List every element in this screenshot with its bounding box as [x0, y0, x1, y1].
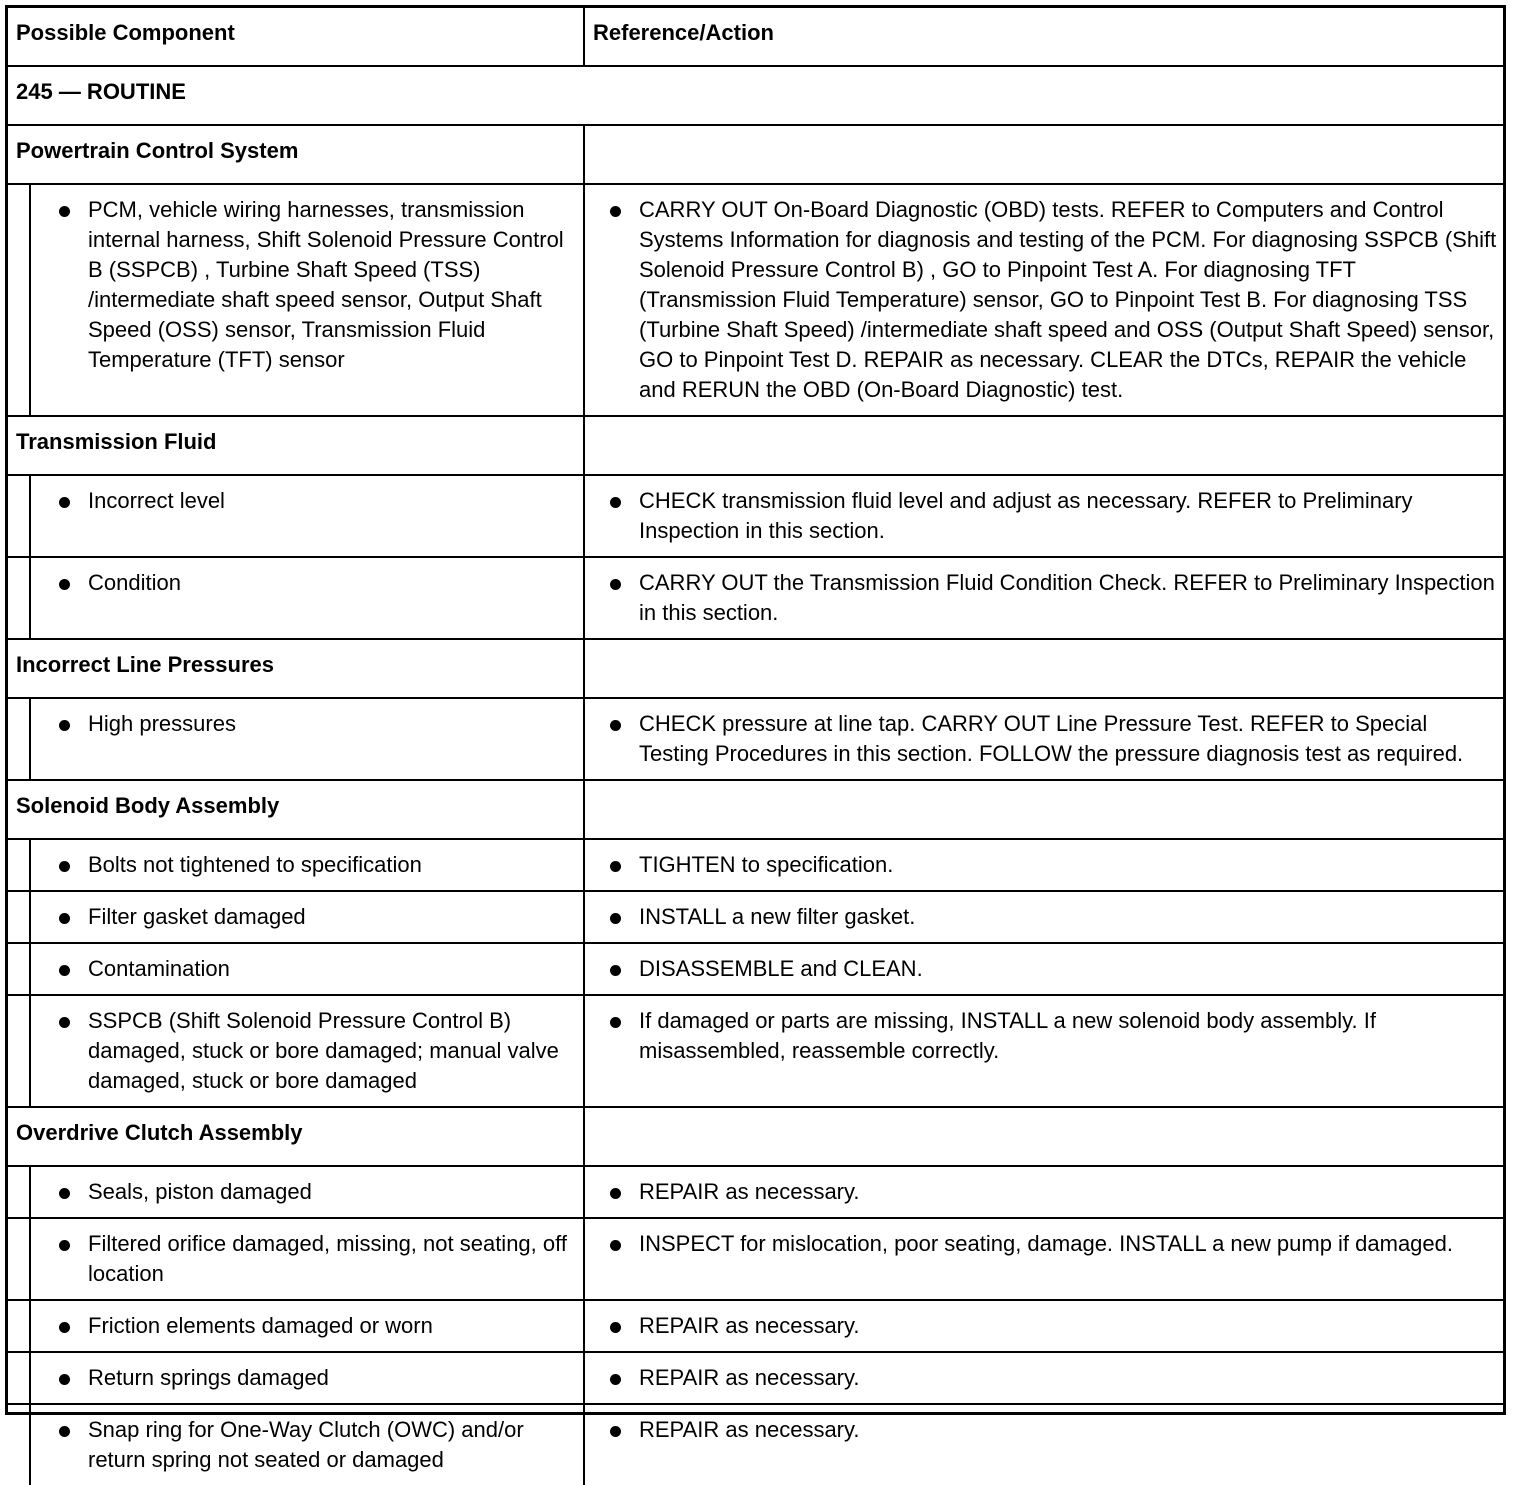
bullet-item	[44, 1363, 579, 1393]
action-cell-text: CARRY OUT On-Board Diagnostic (OBD) tests. REFER to Computers and Control Systems Information for diagnosis and testing of the PCM. For diagnosing SSPCB (Shift Solenoid Pressure Control B) , GO to Pinpoint Test A. For diagnosing TFT (Transmission Fluid Temperature) sensor, GO to Pinpoint Test B. For diagnosing TSS (Turbine Shaft Speed) /intermediate shaft speed and OSS (Output Shaft Speed) sensor, GO to Pinpoint Test D. REPAIR as necessary. CLEAR the DTCs, REPAIR the vehicle and RERUN the OBD (On-Board Diagnostic) test.	[639, 197, 1497, 402]
bullet-item	[44, 850, 579, 880]
action-cell	[584, 698, 1503, 780]
action-cell-text: REPAIR as necessary.	[639, 1179, 860, 1204]
component-cell	[8, 943, 584, 995]
bullet-icon	[59, 579, 70, 590]
component-cell-text: Incorrect level	[88, 488, 225, 513]
action-cell	[584, 1166, 1503, 1218]
action-cell	[584, 839, 1503, 891]
component-cell	[8, 184, 584, 416]
component-cell	[8, 1166, 584, 1218]
diagnosis-table	[5, 5, 1506, 1472]
bullet-icon	[610, 1188, 621, 1199]
component-cell-text: PCM, vehicle wiring harnesses, transmission internal harness, Shift Solenoid Pressure Control B (SSPCB) , Turbine Shaft Speed (TSS) /intermediate shaft speed sensor, Output Shaft Speed (OSS) sensor, Transmission Fluid Temperature (TFT) sensor	[88, 197, 564, 372]
bullet-icon	[59, 965, 70, 976]
section-title: Overdrive Clutch Assembly	[8, 1107, 584, 1166]
component-cell-text: Seals, piston damaged	[88, 1179, 312, 1204]
bullet-item	[595, 486, 1497, 546]
section-action-empty	[584, 639, 1503, 698]
bullet-item	[595, 902, 1497, 932]
header-row	[8, 8, 1503, 66]
action-cell-text: REPAIR as necessary.	[639, 1365, 860, 1390]
table-row	[8, 1352, 1503, 1404]
section-title: Powertrain Control System	[8, 125, 584, 184]
component-cell-text: Filter gasket damaged	[88, 904, 306, 929]
component-cell	[8, 698, 584, 780]
component-cell-text: High pressures	[88, 711, 236, 736]
component-cell	[8, 1300, 584, 1352]
component-cell-text: Snap ring for One-Way Clutch (OWC) and/or return spring not seated or damaged	[88, 1417, 524, 1472]
bullet-item	[595, 1229, 1497, 1259]
action-cell	[584, 1218, 1503, 1300]
component-cell	[8, 1352, 584, 1404]
bullet-item	[44, 486, 579, 516]
action-cell-text: REPAIR as necessary.	[639, 1417, 860, 1442]
action-cell-text: REPAIR as necessary.	[639, 1313, 860, 1338]
table-row	[8, 557, 1503, 639]
component-cell-text: Friction elements damaged or worn	[88, 1313, 433, 1338]
component-cell-text: SSPCB (Shift Solenoid Pressure Control B) damaged, stuck or bore damaged; manual valve damaged, stuck or bore damaged	[88, 1008, 559, 1093]
section-row	[8, 416, 1503, 475]
category-row	[8, 66, 1503, 125]
section-row	[8, 1107, 1503, 1166]
action-cell-text: INSPECT for mislocation, poor seating, damage. INSTALL a new pump if damaged.	[639, 1231, 1453, 1256]
section-title: Solenoid Body Assembly	[8, 780, 584, 839]
action-cell-text: CHECK transmission fluid level and adjust as necessary. REFER to Preliminary Inspection in this section.	[639, 488, 1413, 543]
action-cell-text: If damaged or parts are missing, INSTALL a new solenoid body assembly. If misassembled, reassemble correctly.	[639, 1008, 1376, 1063]
bullet-icon	[610, 1374, 621, 1385]
action-cell	[584, 891, 1503, 943]
action-cell-text: INSTALL a new filter gasket.	[639, 904, 916, 929]
component-cell-text: Contamination	[88, 956, 230, 981]
component-cell	[8, 557, 584, 639]
table-row	[8, 839, 1503, 891]
bullet-item	[595, 850, 1497, 880]
action-cell	[584, 475, 1503, 557]
bullet-icon	[59, 1374, 70, 1385]
bullet-item	[44, 1006, 579, 1096]
bullet-icon	[59, 1188, 70, 1199]
bullet-icon	[610, 913, 621, 924]
component-cell	[8, 891, 584, 943]
component-cell	[8, 995, 584, 1107]
bullet-item	[44, 954, 579, 984]
section-action-empty	[584, 780, 1503, 839]
section-action-empty	[584, 416, 1503, 475]
bullet-item	[44, 1229, 579, 1289]
component-cell-text: Condition	[88, 570, 181, 595]
table-row	[8, 475, 1503, 557]
bullet-item	[595, 1006, 1497, 1066]
action-cell	[584, 1404, 1503, 1485]
bullet-icon	[610, 965, 621, 976]
bullet-item	[595, 568, 1497, 628]
component-cell-text: Filtered orifice damaged, missing, not seating, off location	[88, 1231, 567, 1286]
symptom-chart	[8, 8, 1503, 1485]
bullet-item	[595, 1311, 1497, 1341]
bullet-icon	[610, 720, 621, 731]
table-row	[8, 891, 1503, 943]
bullet-item	[44, 1415, 579, 1475]
component-cell	[8, 1218, 584, 1300]
section-title: Transmission Fluid	[8, 416, 584, 475]
bullet-icon	[59, 1017, 70, 1028]
bullet-icon	[59, 497, 70, 508]
bullet-item	[595, 954, 1497, 984]
component-cell	[8, 475, 584, 557]
table-row	[8, 1300, 1503, 1352]
bullet-item	[44, 1311, 579, 1341]
table-row	[8, 698, 1503, 780]
bullet-icon	[610, 1426, 621, 1437]
table-row	[8, 1166, 1503, 1218]
category-title: 245 — ROUTINE	[8, 66, 1503, 125]
bullet-icon	[59, 861, 70, 872]
action-cell-text: CHECK pressure at line tap. CARRY OUT Line Pressure Test. REFER to Special Testing Procedures in this section. FOLLOW the pressure diagnosis test as required.	[639, 711, 1464, 766]
component-cell-text: Bolts not tightened to specification	[88, 852, 422, 877]
section-row	[8, 125, 1503, 184]
bullet-icon	[59, 206, 70, 217]
bullet-icon	[610, 206, 621, 217]
component-cell	[8, 839, 584, 891]
bullet-icon	[610, 1322, 621, 1333]
action-cell	[584, 184, 1503, 416]
action-cell	[584, 557, 1503, 639]
bullet-icon	[59, 1426, 70, 1437]
action-cell	[584, 943, 1503, 995]
action-cell-text: DISASSEMBLE and CLEAN.	[639, 956, 923, 981]
bullet-item	[595, 1415, 1497, 1445]
section-action-empty	[584, 1107, 1503, 1166]
bullet-icon	[59, 1322, 70, 1333]
section-action-empty	[584, 125, 1503, 184]
table-row	[8, 1218, 1503, 1300]
action-cell-text: CARRY OUT the Transmission Fluid Condition Check. REFER to Preliminary Inspection in this section.	[639, 570, 1495, 625]
bullet-item	[595, 1363, 1497, 1393]
bullet-item	[44, 195, 579, 375]
action-cell	[584, 995, 1503, 1107]
table-row	[8, 943, 1503, 995]
section-row	[8, 780, 1503, 839]
header-component: Possible Component	[8, 8, 584, 66]
bullet-icon	[59, 720, 70, 731]
component-cell-text: Return springs damaged	[88, 1365, 329, 1390]
bullet-icon	[610, 1240, 621, 1251]
bullet-icon	[610, 1017, 621, 1028]
bullet-item	[44, 902, 579, 932]
bullet-icon	[610, 861, 621, 872]
bullet-icon	[610, 579, 621, 590]
section-row	[8, 639, 1503, 698]
bullet-icon	[59, 1240, 70, 1251]
header-action: Reference/Action	[584, 8, 1503, 66]
table-row	[8, 1404, 1503, 1485]
bullet-item	[44, 568, 579, 598]
bullet-item	[44, 709, 579, 739]
action-cell-text: TIGHTEN to specification.	[639, 852, 894, 877]
bullet-item	[44, 1177, 579, 1207]
table-row	[8, 184, 1503, 416]
bullet-icon	[610, 497, 621, 508]
component-cell	[8, 1404, 584, 1485]
bullet-item	[595, 709, 1497, 769]
table-row	[8, 995, 1503, 1107]
bullet-icon	[59, 913, 70, 924]
bullet-item	[595, 1177, 1497, 1207]
action-cell	[584, 1300, 1503, 1352]
bullet-item	[595, 195, 1497, 405]
section-title: Incorrect Line Pressures	[8, 639, 584, 698]
action-cell	[584, 1352, 1503, 1404]
